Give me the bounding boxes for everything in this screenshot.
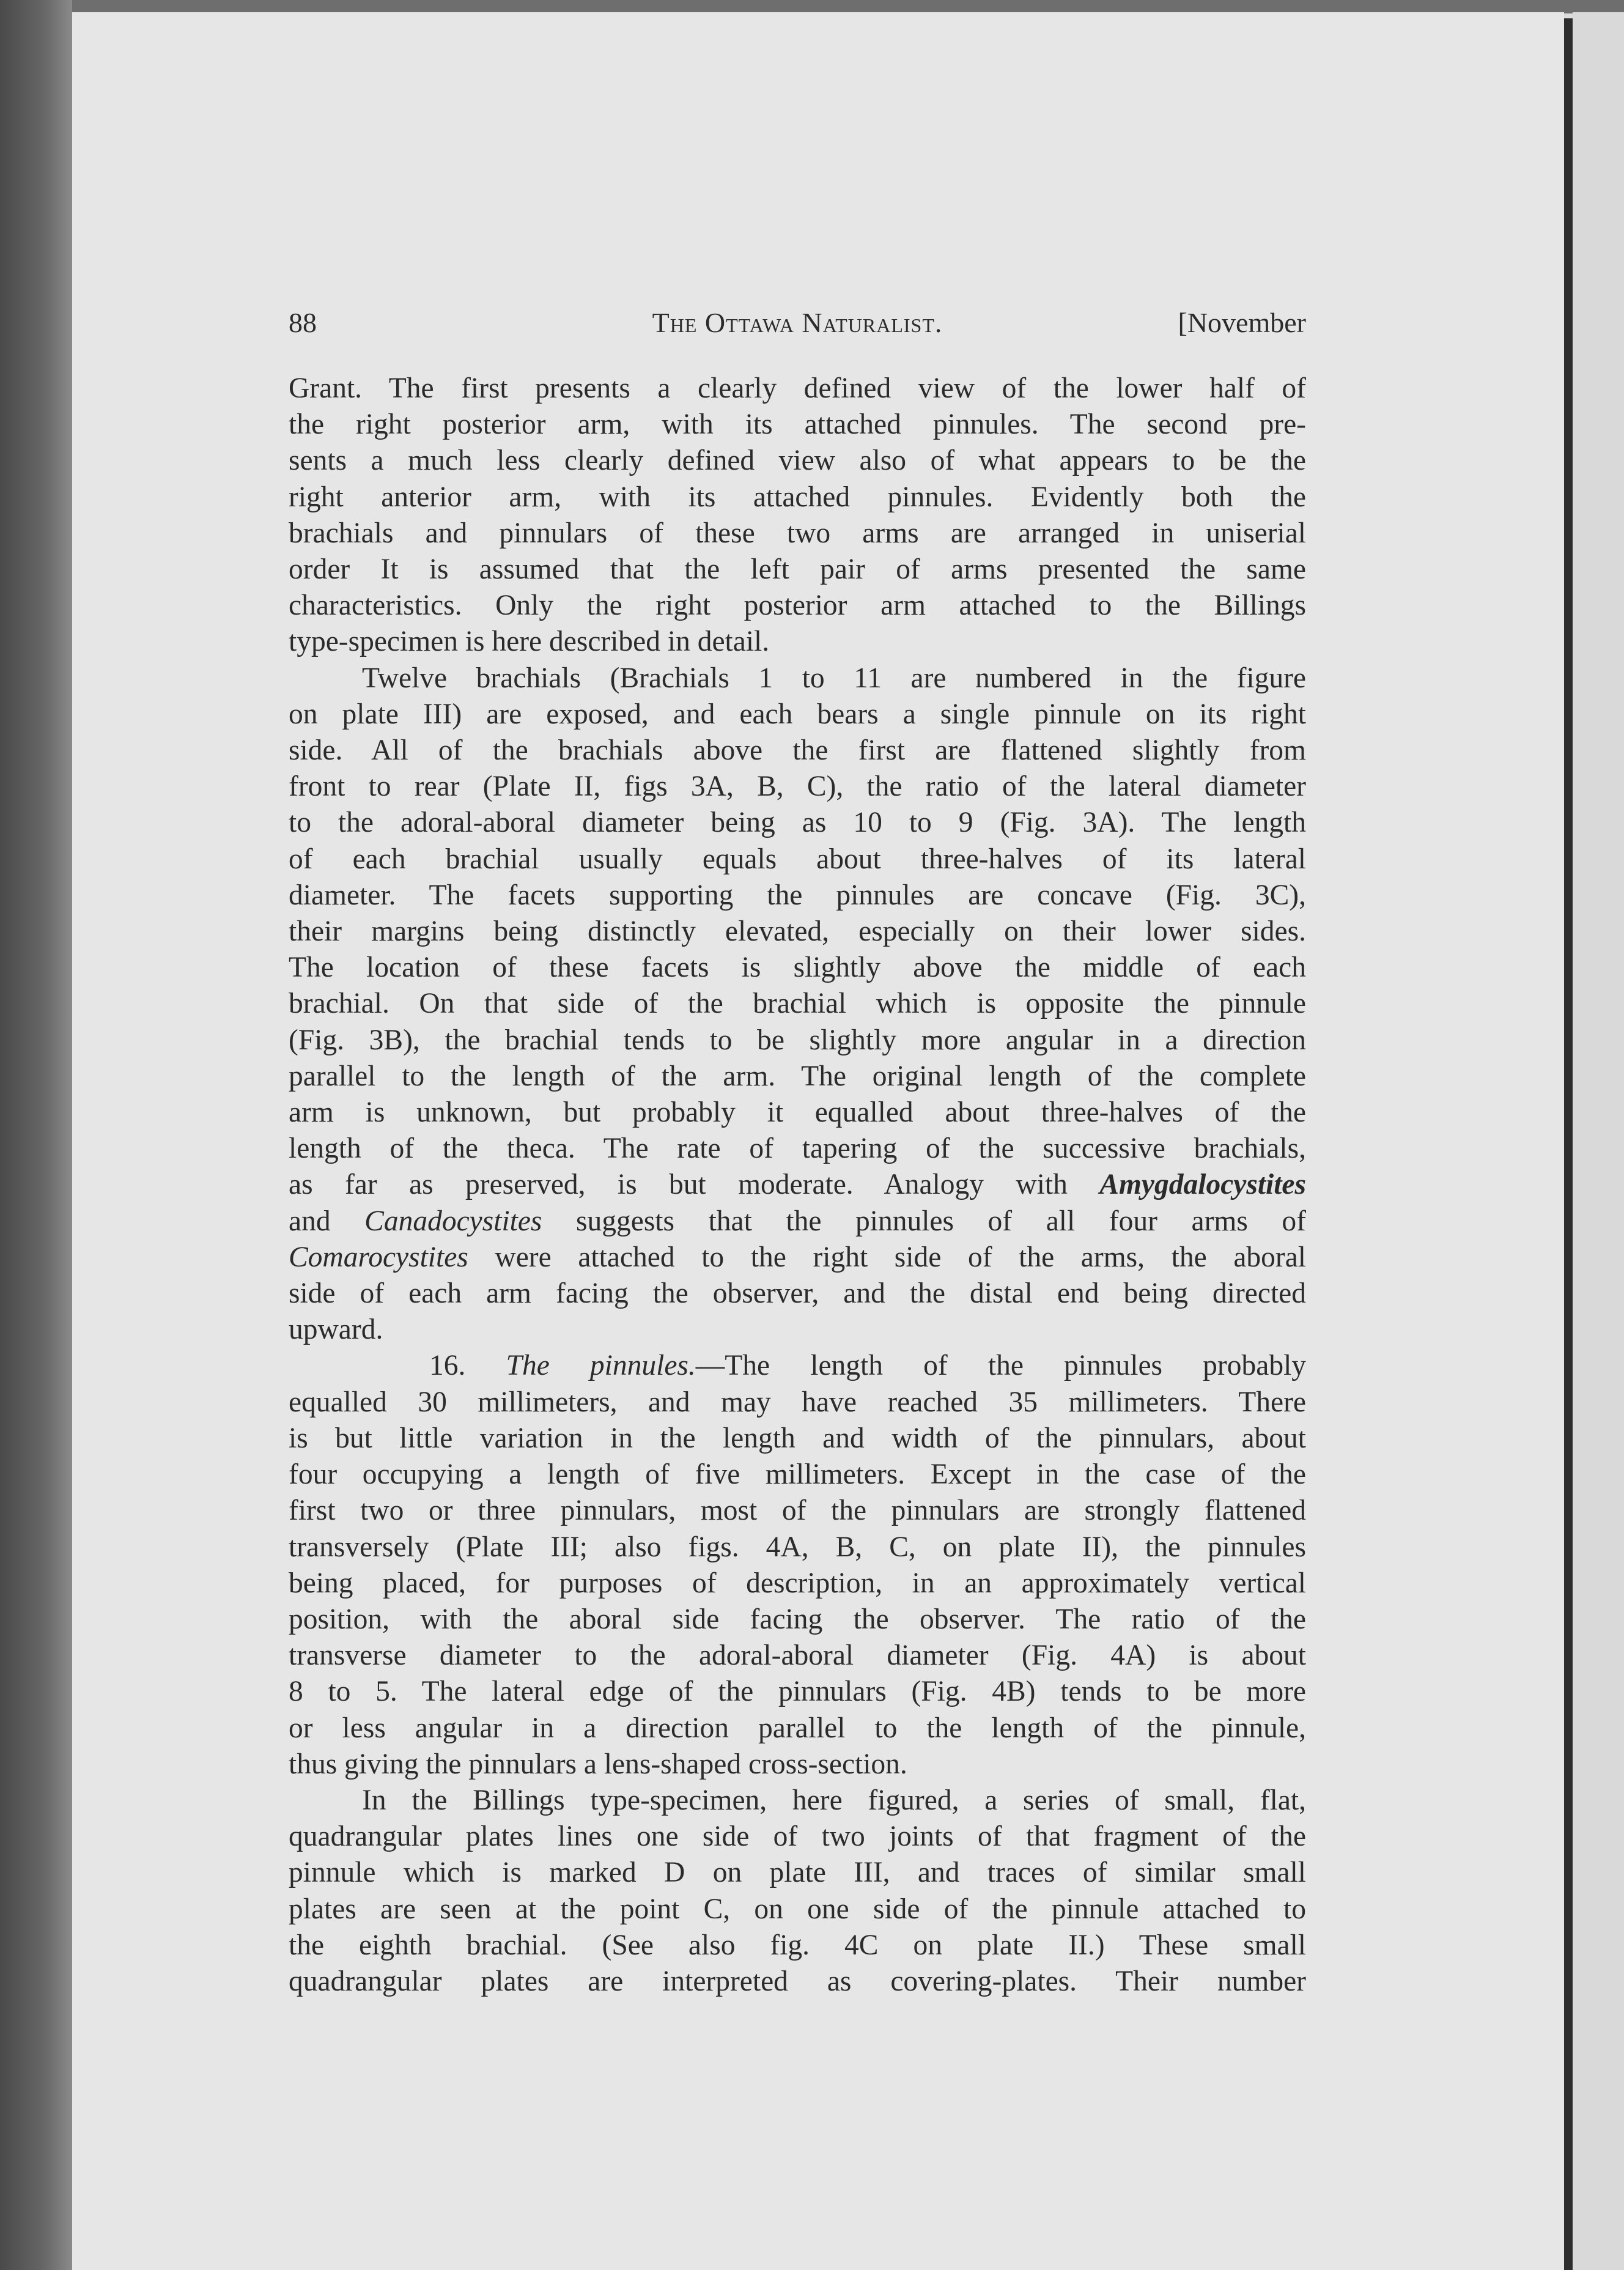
text-line: equalled 30 millimeters, and may have reached 35 millimeters. There <box>289 1386 1306 1418</box>
text-line: side of each arm facing the observer, and the distal end being directed <box>289 1277 1306 1310</box>
text-line: In the Billings type-specimen, here figured, a series of small, flat, <box>362 1784 1306 1816</box>
text-line: arm is unknown, but probably it equalled about three-halves of the <box>289 1096 1306 1129</box>
text-line: their margins being distinctly elevated, especially on their lower sides. <box>289 915 1306 948</box>
section-number: 16. <box>429 1350 506 1382</box>
text-line: brachial. On that side of the brachial which is opposite the pinnule <box>289 988 1306 1020</box>
text-line: being placed, for purposes of description, in an approximately vertical <box>289 1567 1306 1599</box>
text-line: transverse diameter to the adoral-aboral diameter (Fig. 4A) is about <box>289 1640 1306 1672</box>
text-line: diameter. The facets supporting the pinnules are concave (Fig. 3C), <box>289 879 1306 911</box>
scan-top-edge <box>0 0 1624 13</box>
text-line: The location of these facets is slightly above the middle of each <box>289 952 1306 984</box>
text-line: position, with the aboral side facing the observer. The ratio of the <box>289 1603 1306 1635</box>
section-heading-line <box>289 1348 1306 1384</box>
header-month: [November <box>1178 307 1306 338</box>
text-line: parallel to the length of the arm. The original length of the complete <box>289 1060 1306 1092</box>
section-title: The pinnules. <box>506 1350 696 1382</box>
text-line: the right posterior arm, with its attached pinnules. The second pre- <box>289 409 1306 441</box>
paragraph-arms-continued <box>289 371 1306 660</box>
genus-name: Canadocystites <box>364 1205 542 1237</box>
text-fragment: were attached to the right side of the arms, the aboral <box>468 1241 1306 1273</box>
text-line: 8 to 5. The lateral edge of the pinnulars (Fig. 4B) tends to be more <box>289 1676 1306 1708</box>
text-line: quadrangular plates are interpreted as covering-plates. Their number <box>289 1965 1306 1997</box>
text-line: Grant. The first presents a clearly defined view of the lower half of <box>289 372 1306 404</box>
scan-left-edge <box>0 0 72 2270</box>
text-line: the eighth brachial. (See also fig. 4C on plate II.) These small <box>289 1929 1306 1961</box>
page-gutter-shadow <box>1564 18 1573 2270</box>
text-line: length of the theca. The rate of tapering of the successive brachials, <box>289 1133 1306 1165</box>
text-line: or less angular in a direction parallel to the length of the pinnule, <box>289 1712 1306 1744</box>
text-line: sents a much less clearly defined view also of what appears to be the <box>289 445 1306 477</box>
text-line: front to rear (Plate II, figs 3A, B, C), the ratio of the lateral diameter <box>289 771 1306 803</box>
genus-name: Amygdalocystites <box>1099 1169 1306 1201</box>
text-line: to the adoral-aboral diameter being as 10 to 9 (Fig. 3A). The length <box>289 807 1306 839</box>
text-fragment: —The length of the pinnules probably <box>695 1350 1307 1382</box>
text-fragment: suggests that the pinnules of all four arms of <box>542 1205 1306 1237</box>
text-line: Twelve brachials (Brachials 1 to 11 are numbered in the figure <box>362 662 1306 694</box>
text-line: pinnule which is marked D on plate III, and traces of similar small <box>289 1857 1306 1889</box>
text-line: four occupying a length of five millimeters. Except in the case of the <box>289 1458 1306 1491</box>
text-line: upward. <box>289 1314 383 1346</box>
text-fragment: and <box>289 1205 365 1237</box>
page-number: 88 <box>289 307 317 338</box>
section-16-pinnules <box>289 1348 1306 1782</box>
journal-title: The Ottawa Naturalist. <box>652 307 943 338</box>
text-line: characteristics. Only the right posterior arm attached to the Billings <box>289 590 1306 622</box>
text-line: brachials and pinnulars of these two arms are arranged in uniserial <box>289 517 1306 549</box>
text-line: first two or three pinnulars, most of the pinnulars are strongly flattened <box>289 1495 1306 1527</box>
body-text <box>289 371 1306 2000</box>
text-line: order It is assumed that the left pair of arms presented the same <box>289 553 1306 586</box>
text-line: quadrangular plates lines one side of two joints of that fragment of the <box>289 1821 1306 1853</box>
text-line <box>289 1167 1306 1203</box>
text-line: is but little variation in the length and width of the pinnulars, about <box>289 1422 1306 1454</box>
paragraph-covering-plates <box>289 1783 1306 2000</box>
text-line: type-specimen is here described in detail. <box>289 626 770 658</box>
genus-name: Comarocystites <box>289 1241 468 1273</box>
text-line: on plate III) are exposed, and each bears a single pinnule on its right <box>289 698 1306 730</box>
text-line: side. All of the brachials above the first are flattened slightly from <box>289 734 1306 767</box>
text-fragment: as far as preserved, is but moderate. Analogy with <box>289 1169 1100 1201</box>
text-line: of each brachial usually equals about three-halves of its lateral <box>289 843 1306 875</box>
adjacent-page-edge <box>1573 12 1624 2270</box>
text-line: thus giving the pinnulars a lens-shaped cross-section. <box>289 1748 907 1780</box>
text-line <box>289 1240 1306 1276</box>
paragraph-brachials <box>289 660 1306 1348</box>
text-line: (Fig. 3B), the brachial tends to be slightly more angular in a direction <box>289 1024 1306 1056</box>
text-line: plates are seen at the point C, on one side of the pinnule attached to <box>289 1893 1306 1925</box>
text-line: right anterior arm, with its attached pinnules. Evidently both the <box>289 481 1306 513</box>
text-line <box>289 1203 1306 1240</box>
running-header <box>289 305 1306 341</box>
text-line: transversely (Plate III; also figs. 4A, B, C, on plate II), the pinnules <box>289 1531 1306 1563</box>
